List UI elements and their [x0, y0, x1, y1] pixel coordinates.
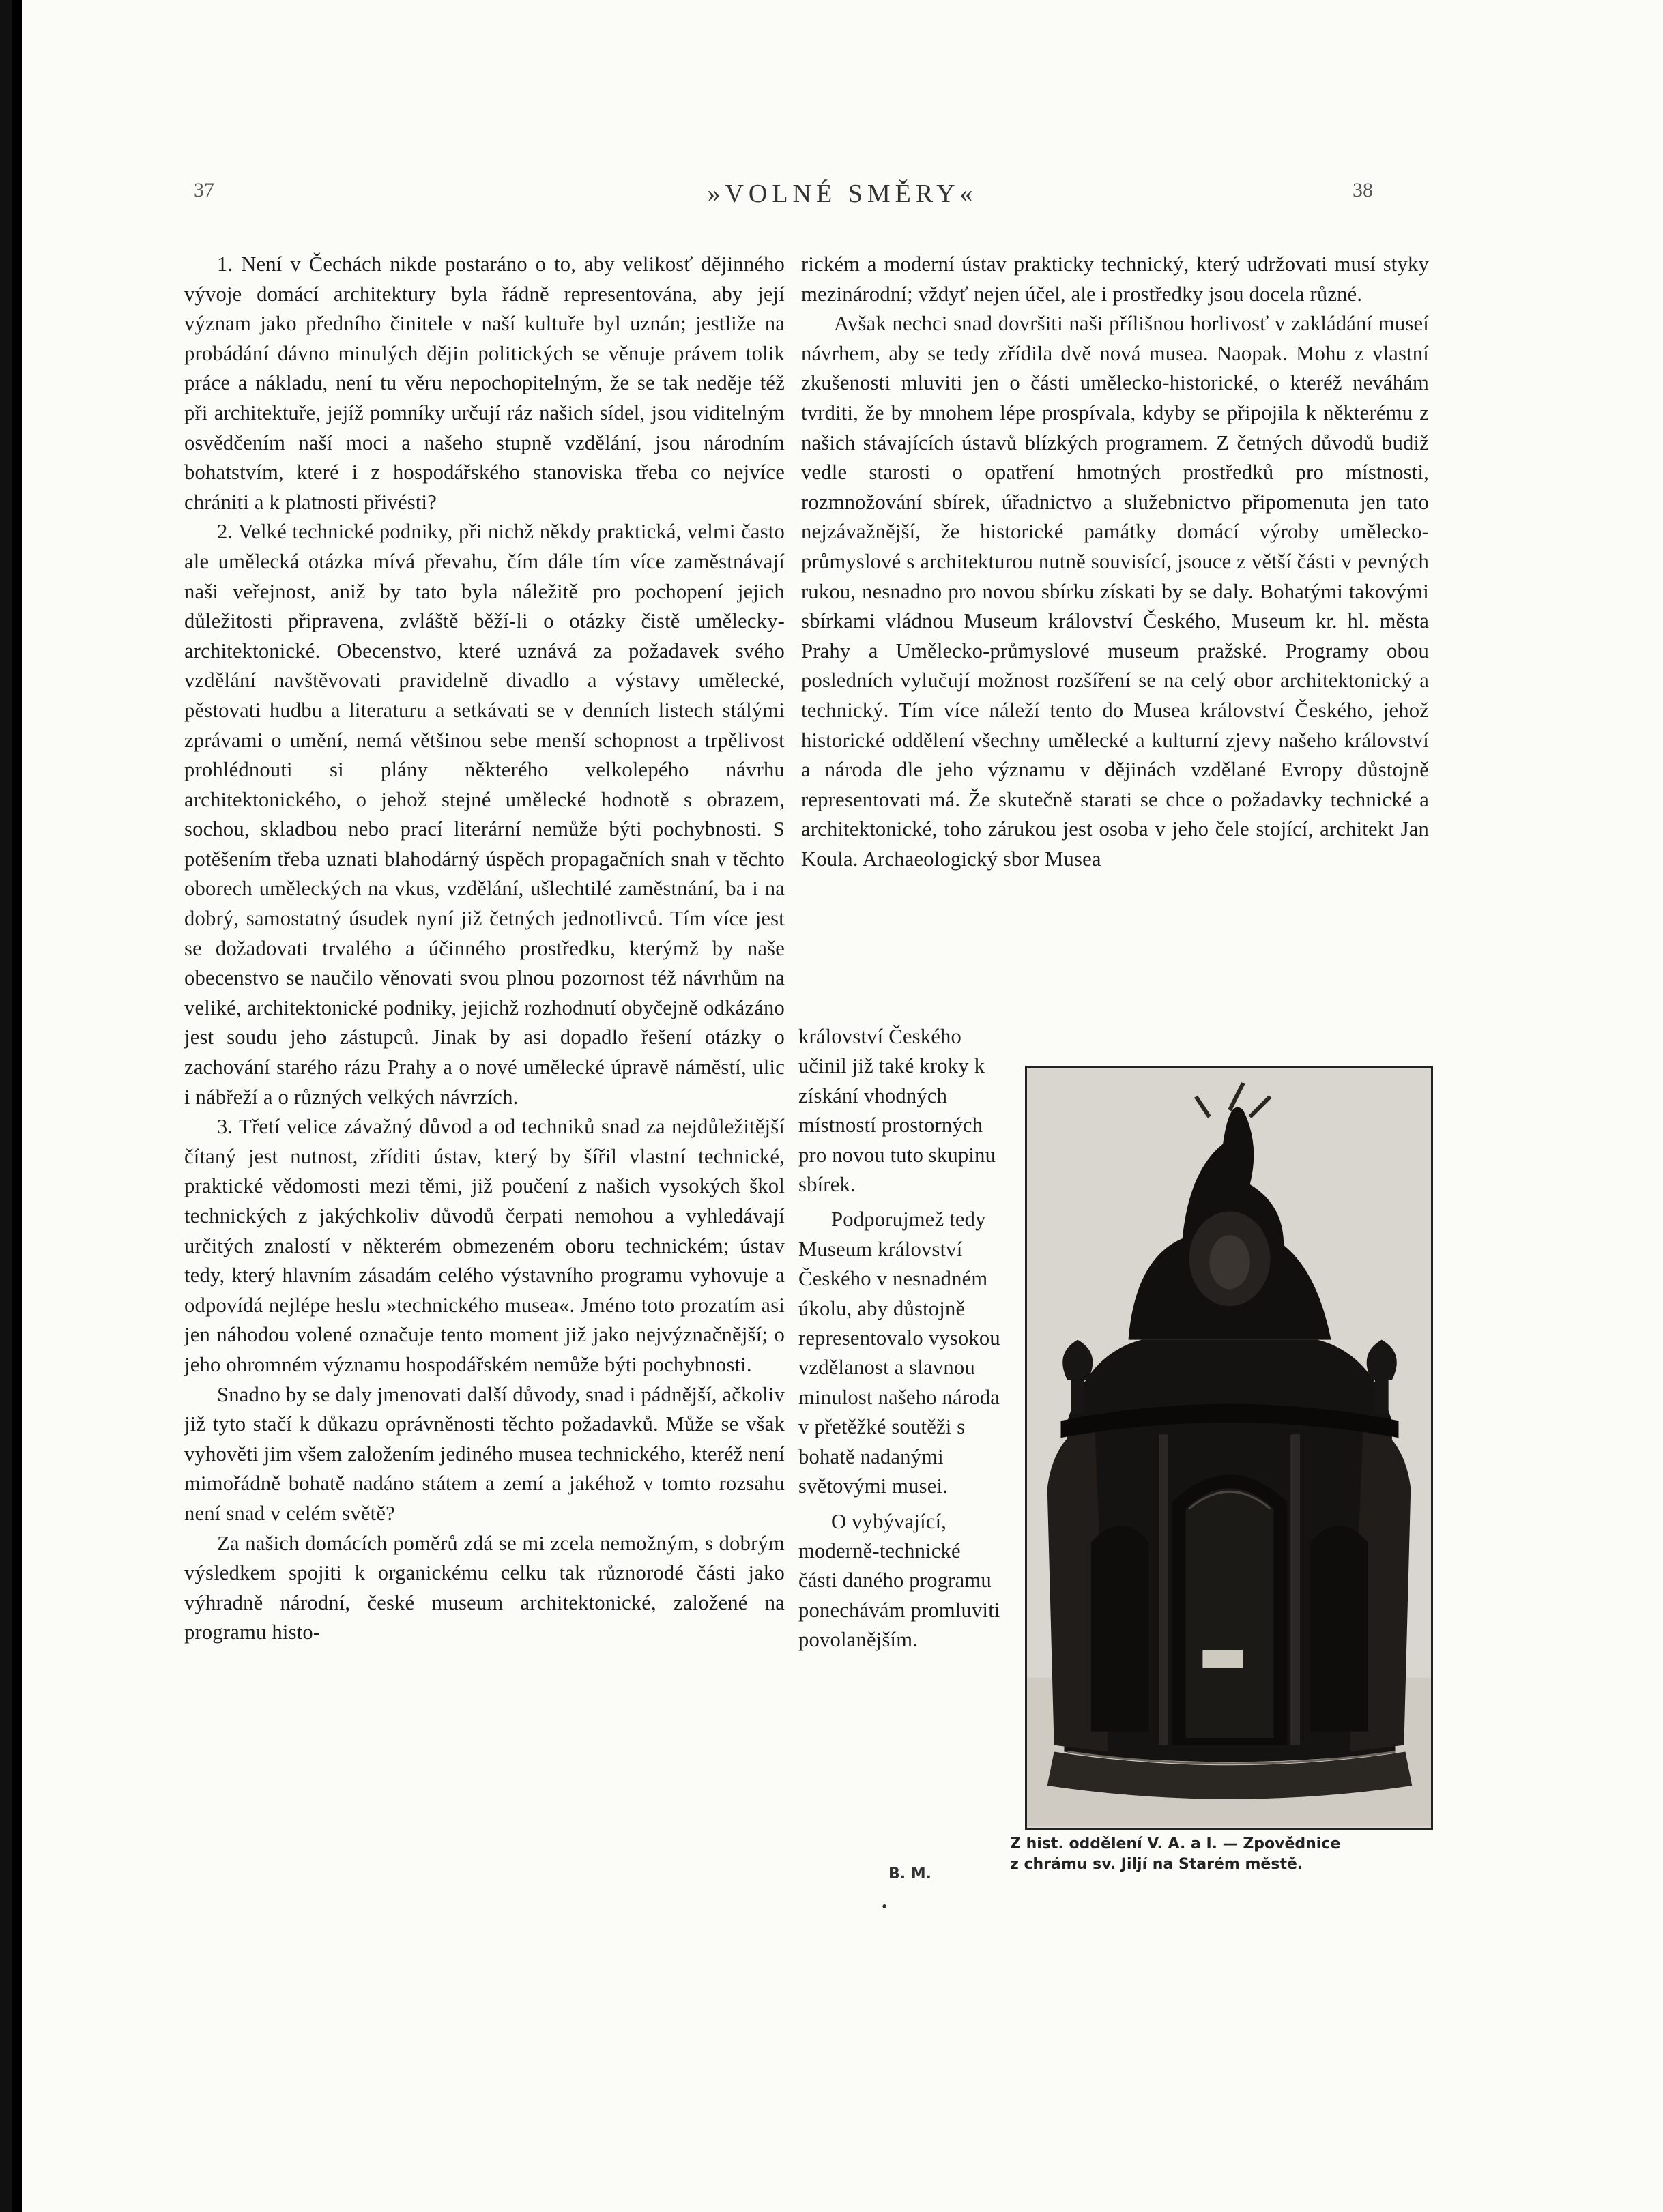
figure-caption [1010, 1834, 1447, 1875]
page-header [22, 179, 1663, 220]
paragraph: 2. Velké technické podniky, při nichž někdy praktická, velmi často ale umělecká otázka mívá převahu, čím dále tím více zaměstnávají naši veřejnost, aniž by tato byla náležitě pro pochopení jejich důležitosti připravena, zvláště běží-li o otázky čistě umělecky-architektonické. Obecenstvo, které uznává za požadavek svého vzdělání navštěvovati pravidelně divadlo a výstavy umělecké, pěstovati hudbu a literaturu a setkávati se v denních listech stálými zprávami o umění, nemá většinou sebe menší schopnost a trpělivost prohlédnouti si plány některého velkolepého návrhu architektonického, o jehož stejné umělecké hodnotě s obrazem, sochou, skladbou nebo prací literární nemůže býti pochybnosti. S potěšením třeba uznati blahodárný úspěch propagačních snah v těchto oborech uměleckých na vkus, vzdělání, ušlechtilé zaměstnání, ba i na dobrý, samostatný úsudek nyní již četných jednotlivců. Tím více jest se dožadovati trvalého a účinného prostředku, kterýmž by naše obecenstvo se naučilo věnovati svou plnou pozornost též návrhům na veliké, architektonické podniky, jejichž rozhodnutí obyčejně odkázáno jest soudu jeho zástupců. Jinak by asi dopadlo řešení otázky o zachování starého rázu Prahy a o nové umělecké úpravě náměstí, ulic i nábřeží a o různých velkých návrzích. [184, 520, 785, 1109]
paragraph: 3. Třetí velice závažný důvod a od techniků snad za nejdůležitější čítaný jest nutnost, zříditi ústav, který by šířil vlastní technické, praktické vědomosti mezi těmi, již poučení z našich vysokých škol technických z jakýchkoliv důvodů čerpati nemohou a vyhledávají určitých znalostí v některém obmezeném oboru technickém; ústav tedy, který hlavním zásadám celého výstavního programu vyhovuje a odpovídá nejlépe heslu »technického musea«. Jméno toto prozatím asi jen náhodou volené označuje tento moment již jako nejvýznačnější; o jeho ohromném významu hospodářském nemůže býti pochybnosti. [184, 1115, 785, 1376]
confessional-photograph [1025, 1066, 1433, 1830]
document-page [22, 0, 1663, 2212]
paragraph: Avšak nechci snad dovršiti naši přílišnou horlivosť v zakládání museí návrhem, aby se tedy zřídila dvě nová musea. Naopak. Mohu z vlastní zkušenosti mluviti jen o části umělecko-historické, o kteréž neváhám tvrditi, že by mnohem lépe prospívala, kdyby se připojila k některému z našich stávajících ústavů blízkých programem. Z četných důvodů budiž vedle starosti o opatření hmotných prostředků pro místnosti, rozmnožování sbírek, úřadnictvo a služebnictvo připomenuta jen tato nejzávažnější, že historické památky domácí výroby umělecko-průmyslové s architekturou nutně souvisící, jsouce z větší části v pevných rukou, nesnadno pro novou sbírku získati by se daly. Bohatými takovými sbírkami vládnou Museum království Českého, Museum kr. hl. města Prahy a Umělecko-průmyslové museum pražské. Programy obou posledních vylučují možnost rozšíření se na celý obor architektonický a technický. Tím více náleží tento do Musea království Českého, jehož historické oddělení všechny umělecké a kulturní zjevy našeho království a národa dle jeho významu v dějinách vzdělané Evropy důstojně representovati má. Že skutečně starati se chce o požadavky technické a architektonické, toho zárukou jest osoba v jeho čele stojící, architekt Jan Koula. Archaeologický sbor Musea [801, 312, 1429, 871]
book-spine-shadow [0, 0, 12, 2212]
paragraph: Za našich domácích poměrů zdá se mi zcela nemožným, s dobrým výsledkem spojiti k organickému celku tak různorodé části jako výhradně národní, české museum architektonické, založené na programu histo- [184, 1531, 785, 1644]
narrow-column [798, 1022, 1003, 1655]
page-number-left: 37 [194, 179, 214, 201]
running-title: »VOLNÉ SMĚRY« [707, 179, 978, 208]
author-signature: B. M. [888, 1865, 932, 1882]
caption-line-1: Z hist. oddělení V. A. a I. — Zpovědnice [1010, 1835, 1341, 1852]
caption-line-2: z chrámu sv. Jiljí na Starém městě. [1010, 1856, 1303, 1873]
paragraph: Snadno by se daly jmenovati další důvody, snad i pádnější, ačkoliv již tyto stačí k důkazu oprávněnosti těchto požadavků. Může se však vyhověti jim všem založením jediného musea technického, kteréž není mimořádně bohatě nadáno státem a zemí a jakéhož v tomto rozsahu není snad v celém světě? [184, 1382, 785, 1525]
stray-mark: • [882, 1898, 888, 1916]
confessional-illustration [1027, 1068, 1431, 1828]
paragraph: 1. Není v Čechách nikde postaráno o to, aby velikosť dějinného vývoje domácí architektury byla řádně representována, aby její význam jako předního činitele v naší kultuře byl uznán; jestliže na probádání dávno minulých dějin politických se věnuje právem tolik práce a nákladu, není tu věru nepochopitelným, že se tak neděje též při architektuře, jejíž pomníky určují ráz našich sídel, jsou viditelným osvědčením naší moci a našeho stupně vzdělání, jsou národním bohatstvím, které i z hospodářského stanoviska třeba co nejvíce chrániti a k platnosti přivésti? [184, 252, 785, 514]
left-column [184, 250, 785, 1648]
paragraph: království Českého učinil již také kroky k získání vhodných místností prostorných pro novou tuto skupinu sbírek. [798, 1025, 996, 1197]
right-column [801, 250, 1429, 874]
paragraph: O vybývající, moderně-technické části daného programu ponechávám promluviti povolanějším. [798, 1509, 1000, 1652]
page-number-right: 38 [1353, 179, 1373, 201]
paragraph: Podporujmež tedy Museum království Českého v nesnadném úkolu, aby důstojně representovalo vysokou vzdělanost a slavnou minulost našeho národa v přetěžké soutěži s bohatě nadanými světovými musei. [798, 1208, 1000, 1498]
paragraph: rickém a moderní ústav prakticky technický, který udržovati musí styky mezinárodní; vždyť nejen účel, ale i prostředky jsou docela různé. [801, 252, 1429, 306]
